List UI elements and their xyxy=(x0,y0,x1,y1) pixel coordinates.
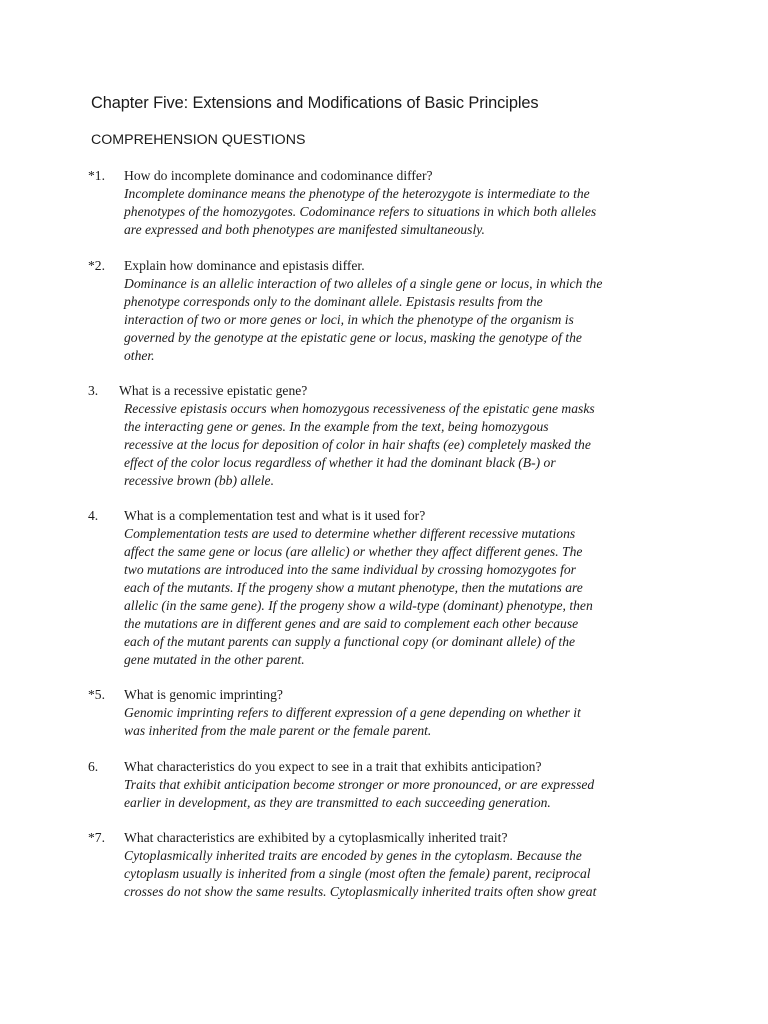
answer-line: are expressed and both phenotypes are manifested simultaneously. xyxy=(124,222,485,237)
answer-line: phenotype corresponds only to the dominant allele. Epistasis results from the xyxy=(124,294,543,309)
question-number: *1. xyxy=(88,168,105,183)
answer-text xyxy=(124,847,664,901)
question-text: What characteristics are exhibited by a cytoplasmically inherited trait? xyxy=(124,830,508,845)
answer-line: phenotypes of the homozygotes. Codominance refers to situations in which both alleles xyxy=(124,204,597,219)
question-text: What is genomic imprinting? xyxy=(124,687,283,702)
answer-line: allelic (in the same gene). If the progeny show a wild-type (dominant) phenotype, then xyxy=(124,598,593,613)
section-heading: COMPREHENSION QUESTIONS xyxy=(91,132,306,148)
answer-line: Complementation tests are used to determine whether different recessive mutations xyxy=(124,526,576,541)
question-block-3 xyxy=(0,382,768,490)
answer-text xyxy=(124,525,664,669)
question-text: What characteristics do you expect to see in a trait that exhibits anticipation? xyxy=(124,759,542,774)
chapter-title: Chapter Five: Extensions and Modifications of Basic Principles xyxy=(91,94,539,112)
answer-text xyxy=(124,185,664,239)
answer-line: the mutations are in different genes and are said to complement each other because xyxy=(124,616,579,631)
question-text: What is a recessive epistatic gene? xyxy=(119,383,308,398)
answer-line: each of the mutants. If the progeny show a mutant phenotype, then the mutations are xyxy=(124,580,583,595)
question-number: 3. xyxy=(88,383,99,398)
question-block-4 xyxy=(0,507,768,669)
question-text: Explain how dominance and epistasis differ. xyxy=(124,258,365,273)
answer-text xyxy=(124,400,664,490)
answer-line: Cytoplasmically inherited traits are encoded by genes in the cytoplasm. Because the xyxy=(124,848,582,863)
answer-line: other. xyxy=(124,348,155,363)
answer-line: recessive at the locus for deposition of color in hair shafts (ee) completely masked the xyxy=(124,437,591,452)
answer-line: interaction of two or more genes or loci, in which the phenotype of the organism is xyxy=(124,312,574,327)
answer-line: crosses do not show the same results. Cytoplasmically inherited traits often show great xyxy=(124,884,597,899)
question-text: How do incomplete dominance and codominance differ? xyxy=(124,168,433,183)
answer-line: the interacting gene or genes. In the example from the text, being homozygous xyxy=(124,419,549,434)
question-number: 6. xyxy=(88,759,99,774)
answer-line: earlier in development, as they are transmitted to each succeeding generation. xyxy=(124,795,551,810)
answer-line: Genomic imprinting refers to different expression of a gene depending on whether it xyxy=(124,705,581,720)
question-text: What is a complementation test and what is it used for? xyxy=(124,508,426,523)
question-number: *7. xyxy=(88,830,105,845)
answer-text xyxy=(124,704,664,740)
answer-line: was inherited from the male parent or the female parent. xyxy=(124,723,432,738)
question-number: 4. xyxy=(88,508,99,523)
answer-line: governed by the genotype at the epistatic gene or locus, masking the genotype of the xyxy=(124,330,582,345)
answer-line: two mutations are introduced into the same individual by crossing homozygotes for xyxy=(124,562,576,577)
answer-line: Incomplete dominance means the phenotype of the heterozygote is intermediate to the xyxy=(124,186,590,201)
answer-text xyxy=(124,776,664,812)
question-block-1 xyxy=(0,167,768,239)
question-block-7 xyxy=(0,829,768,901)
question-block-5 xyxy=(0,686,768,740)
answer-text xyxy=(124,275,664,365)
question-block-2 xyxy=(0,257,768,365)
answer-line: Dominance is an allelic interaction of two alleles of a single gene or locus, in which the xyxy=(124,276,603,291)
question-number: *5. xyxy=(88,687,105,702)
answer-line: affect the same gene or locus (are allelic) or whether they affect different genes. The xyxy=(124,544,583,559)
answer-line: effect of the color locus regardless of whether it had the dominant black (B-) or xyxy=(124,455,556,470)
answer-line: cytoplasm usually is inherited from a single (most often the female) parent, reciprocal xyxy=(124,866,591,881)
answer-line: Recessive epistasis occurs when homozygous recessiveness of the epistatic gene masks xyxy=(124,401,595,416)
answer-line: Traits that exhibit anticipation become stronger or more pronounced, or are expressed xyxy=(124,777,595,792)
answer-line: gene mutated in the other parent. xyxy=(124,652,305,667)
question-block-6 xyxy=(0,758,768,812)
answer-line: recessive brown (bb) allele. xyxy=(124,473,274,488)
question-number: *2. xyxy=(88,258,105,273)
answer-line: each of the mutant parents can supply a functional copy (or dominant allele) of the xyxy=(124,634,576,649)
